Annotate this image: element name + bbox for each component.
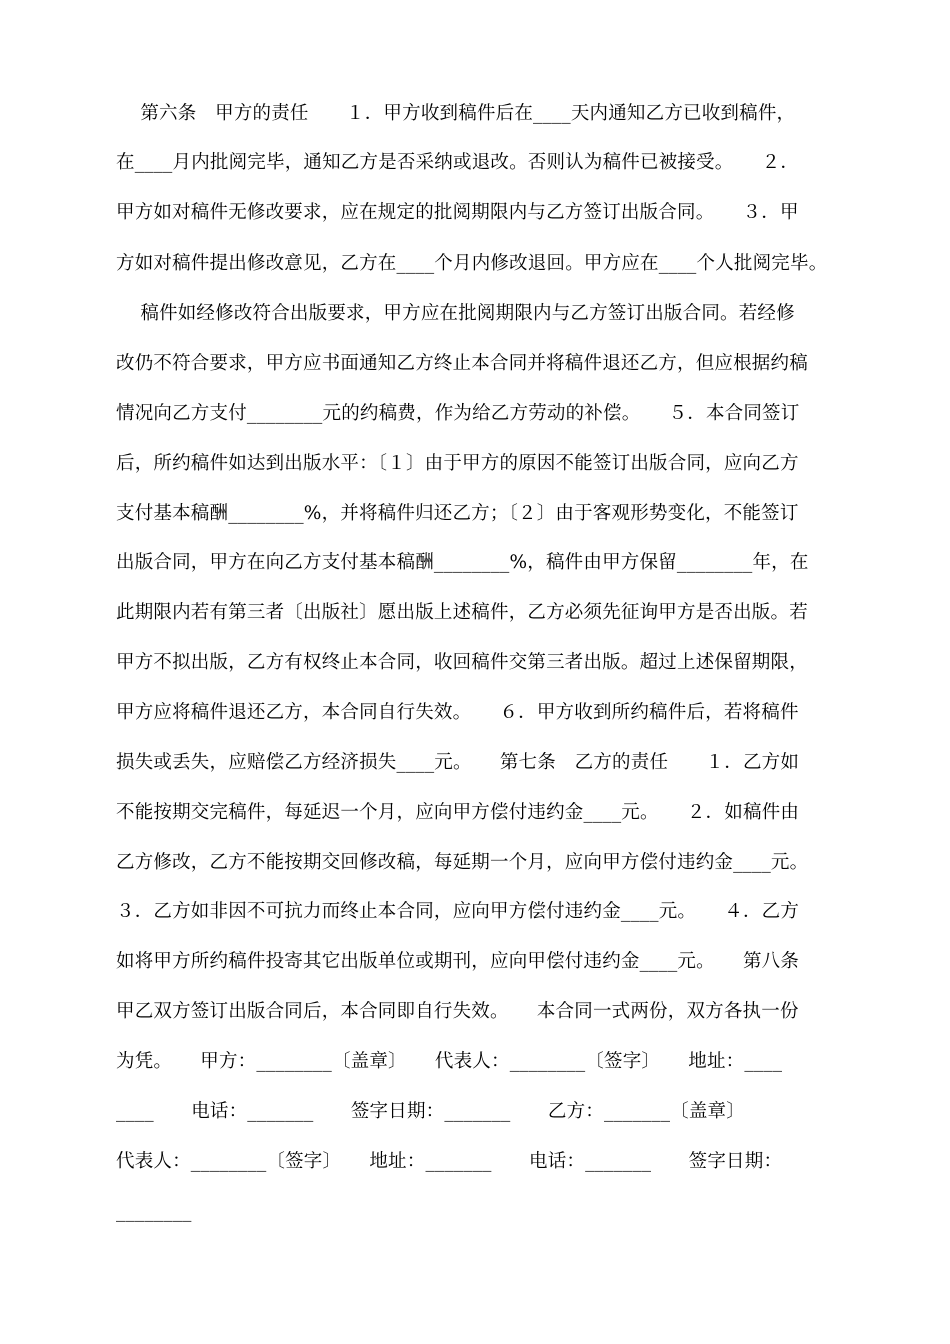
text-line: 此期限内若有第三者〔出版社〕愿出版上述稿件，乙方必须先征询甲方是否出版。若 — [116, 602, 808, 623]
text-line: 乙方修改，乙方不能按期交回修改稿，每延期一个月，应向甲方偿付违约金____元。 — [116, 852, 809, 873]
text-line: 后，所约稿件如达到出版水平：〔１〕由于甲方的原因不能签订出版合同，应向乙方 — [116, 453, 799, 474]
text-line: 甲方应将稿件退还乙方，本合同自行失效。 ６．甲方收到所约稿件后，若将稿件 — [116, 702, 799, 723]
text-line: 支付基本稿酬________%，并将稿件归还乙方；〔２〕由于客观形势变化，不能签订 — [116, 503, 799, 524]
text-line: 出版合同，甲方在向乙方支付基本稿酬________%，稿件由甲方保留________年，在 — [116, 552, 809, 573]
text-line: 第六条 甲方的责任 １．甲方收到稿件后在____天内通知乙方已收到稿件， — [116, 103, 796, 124]
text-line: 代表人：________〔签字〕 地址：_______ 电话：_______ 签字日期： — [116, 1151, 783, 1172]
text-line: 改仍不符合要求，甲方应书面通知乙方终止本合同并将稿件退还乙方，但应根据约稿 — [116, 353, 808, 374]
text-line: 为凭。 甲方：________〔盖章〕 代表人：________〔签字〕 地址：____ — [116, 1051, 783, 1072]
text-line: 损失或丢失，应赔偿乙方经济损失____元。 第七条 乙方的责任 １．乙方如 — [116, 752, 800, 773]
text-line: 不能按期交完稿件，每延迟一个月，应向甲方偿付违约金____元。 ２．如稿件由 — [116, 802, 800, 823]
text-line: 甲乙双方签订出版合同后，本合同即自行失效。 本合同一式两份，双方各执一份 — [116, 1001, 799, 1022]
text-line: 情况向乙方支付________元的约稿费，作为给乙方劳动的补偿。 ５．本合同签订 — [116, 403, 800, 424]
text-line: ________ — [116, 1201, 192, 1222]
text-line: ３．乙方如非因不可抗力而终止本合同，应向甲方偿付违约金____元。 ４．乙方 — [116, 901, 800, 922]
text-line: 在____月内批阅完毕，通知乙方是否采纳或退改。否则认为稿件已被接受。 ２． — [116, 152, 800, 173]
text-line: 方如对稿件提出修改意见，乙方在____个月内修改退回。甲方应在____个人批阅完毕。 — [116, 253, 828, 274]
text-line: 甲方如对稿件无修改要求，应在规定的批阅期限内与乙方签订出版合同。 ３．甲 — [116, 202, 799, 223]
text-line: 甲方不拟出版，乙方有权终止本合同，收回稿件交第三者出版。超过上述保留期限， — [116, 652, 808, 673]
text-line: 稿件如经修改符合出版要求，甲方应在批阅期限内与乙方签订出版合同。若经修 — [116, 303, 795, 324]
text-line: 如将甲方所约稿件投寄其它出版单位或期刊，应向甲偿付违约金____元。 第八条 — [116, 951, 800, 972]
text-line: ____ 电话：_______ 签字日期：_______ 乙方：_______〔盖章〕 — [116, 1101, 745, 1122]
